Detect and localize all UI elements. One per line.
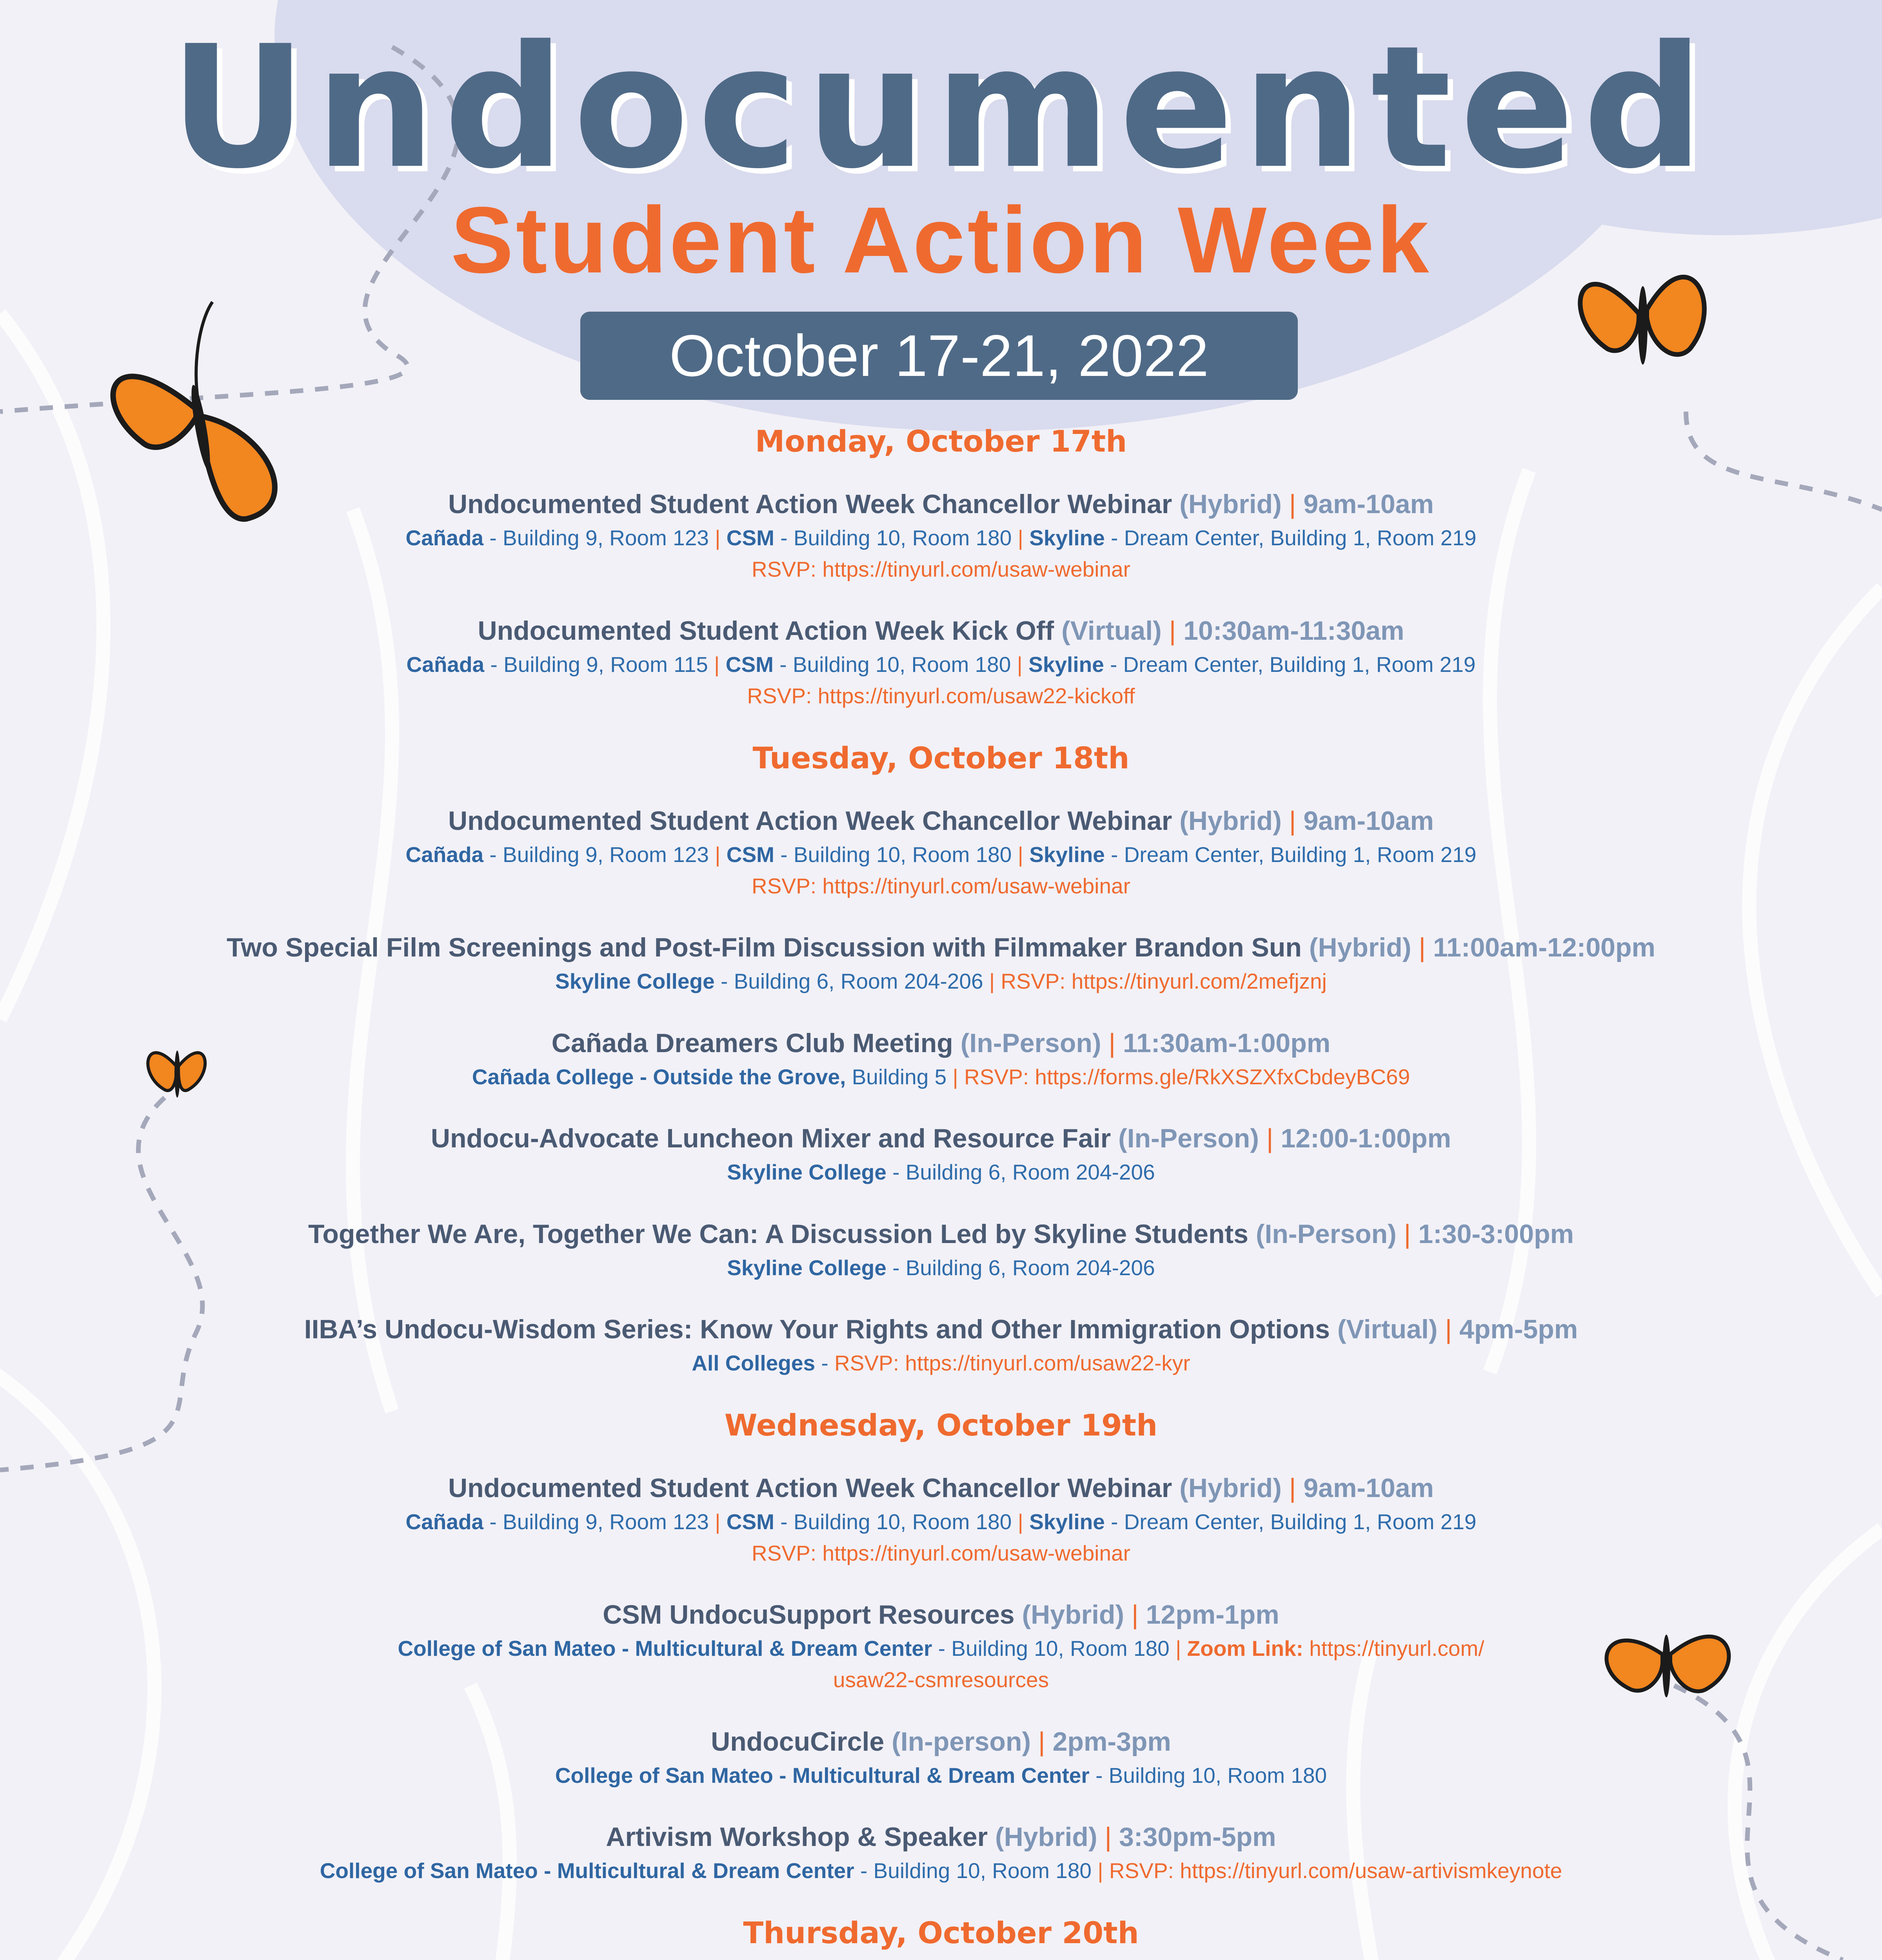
event-detail-text: Skyline bbox=[1023, 525, 1105, 550]
event-detail-text: CSM bbox=[719, 652, 774, 677]
event-detail-text: CSM bbox=[720, 1509, 774, 1534]
event-detail-text: College of San Mateo - Multicultural & Dream Center bbox=[320, 1858, 854, 1883]
event-meta: | bbox=[1161, 616, 1184, 646]
event-details bbox=[59, 1062, 1823, 1093]
event-detail-text: | bbox=[715, 842, 721, 867]
event-link[interactable]: usaw22-csmresources bbox=[833, 1668, 1049, 1692]
event-meta: | bbox=[1281, 489, 1304, 519]
event-detail-text: - Building 9, Room 123 bbox=[483, 1509, 715, 1534]
event-details bbox=[59, 966, 1823, 997]
event-meta: | bbox=[1031, 1726, 1053, 1757]
event-detail-text: RSVP: bbox=[1103, 1858, 1174, 1883]
event-detail-text: Skyline bbox=[1023, 1509, 1105, 1534]
event-title bbox=[59, 1312, 1823, 1348]
event-detail-text: CSM bbox=[720, 842, 774, 867]
event-name: Two Special Film Screenings and Post-Film Discussion with Filmmaker Brandon Sun bbox=[227, 933, 1302, 963]
event-title bbox=[59, 1597, 1823, 1633]
event-name: Undocumented Student Action Week Chancellor Webinar bbox=[448, 1473, 1172, 1503]
event-name: Undocumented Student Action Week Kick Off bbox=[478, 616, 1054, 646]
event-meta: 11:30am-1:00pm bbox=[1123, 1028, 1331, 1058]
event-name: Artivism Workshop & Speaker bbox=[606, 1822, 988, 1852]
event-details bbox=[59, 1348, 1823, 1379]
event-details bbox=[59, 839, 1823, 871]
event-detail-text: | bbox=[1097, 1858, 1103, 1883]
event-link[interactable]: https://tinyurl.com/usaw22-kyr bbox=[899, 1351, 1190, 1376]
event-meta: (Virtual) bbox=[1330, 1314, 1438, 1345]
day-heading-monday: Monday, October 17th bbox=[755, 424, 1127, 459]
event-name: IIBA’s Undocu-Wisdom Series: Know Your Rights and Other Immigration Options bbox=[304, 1314, 1330, 1345]
event-detail-text: - Building 6, Room 204-206 bbox=[886, 1160, 1155, 1185]
event-detail-text: Skyline bbox=[1023, 842, 1105, 867]
event-item bbox=[59, 803, 1823, 902]
event-name: UndocuCircle bbox=[711, 1726, 885, 1757]
event-item bbox=[59, 613, 1823, 711]
event-name: Undocumented Student Action Week Chancellor Webinar bbox=[448, 489, 1172, 519]
event-details bbox=[59, 1633, 1823, 1664]
event-detail-text: Skyline College bbox=[555, 969, 715, 994]
event-detail-text: - Dream Center, Building 1, Room 219 bbox=[1104, 1509, 1477, 1534]
event-detail-text: Cañada College - Outside the Grove, bbox=[472, 1064, 846, 1089]
event-meta: | bbox=[1437, 1314, 1460, 1345]
event-details bbox=[59, 871, 1823, 902]
event-detail-text: - Dream Center, Building 1, Room 219 bbox=[1104, 652, 1476, 677]
event-name: Cañada Dreamers Club Meeting bbox=[551, 1028, 953, 1058]
event-detail-text: - Building 9, Room 115 bbox=[484, 652, 714, 677]
event-detail-text: - Dream Center, Building 1, Room 219 bbox=[1104, 842, 1477, 867]
event-detail-text: Cañada bbox=[405, 842, 484, 867]
event-item bbox=[59, 1724, 1823, 1791]
event-detail-text: College of San Mateo - Multicultural & Dream Center bbox=[398, 1636, 932, 1661]
event-detail-text: RSVP: bbox=[752, 557, 823, 581]
event-meta: | bbox=[1411, 933, 1433, 963]
event-item bbox=[59, 1216, 1823, 1284]
event-item bbox=[59, 486, 1823, 585]
event-details bbox=[59, 1855, 1823, 1887]
event-title bbox=[59, 1819, 1823, 1855]
event-detail-text: Building 5 bbox=[846, 1064, 953, 1089]
event-title bbox=[59, 613, 1823, 649]
event-detail-text: - Building 9, Room 123 bbox=[483, 842, 715, 867]
event-details bbox=[59, 1664, 1823, 1696]
event-detail-text: Skyline bbox=[1022, 652, 1104, 677]
event-link[interactable]: https://tinyurl.com/usaw-webinar bbox=[822, 873, 1130, 898]
event-meta: 1:30-3:00pm bbox=[1418, 1219, 1574, 1249]
day-heading-wednesday: Wednesday, October 19th bbox=[724, 1408, 1158, 1443]
event-title bbox=[59, 1724, 1823, 1760]
event-details bbox=[59, 1538, 1823, 1569]
event-detail-text: All Colleges bbox=[692, 1351, 816, 1376]
event-name: Undocu-Advocate Luncheon Mixer and Resource Fair bbox=[431, 1123, 1111, 1154]
event-meta: (Hybrid) bbox=[1172, 489, 1282, 519]
event-title bbox=[59, 803, 1823, 839]
event-detail-text: CSM bbox=[720, 525, 774, 550]
event-detail-text: - Building 10, Room 180 bbox=[774, 525, 1018, 550]
event-detail-text: Zoom Link: bbox=[1181, 1636, 1303, 1661]
event-detail-text: | bbox=[1175, 1636, 1181, 1661]
event-meta: 12:00-1:00pm bbox=[1281, 1123, 1451, 1154]
event-meta: 3:30pm-5pm bbox=[1119, 1822, 1276, 1852]
event-title bbox=[59, 486, 1823, 523]
event-meta: | bbox=[1281, 1473, 1304, 1503]
event-detail-text: RSVP: bbox=[958, 1064, 1029, 1089]
event-meta: (In-Person) bbox=[1111, 1123, 1259, 1154]
event-meta: (In-Person) bbox=[953, 1028, 1101, 1058]
event-detail-text: - Building 10, Room 180 bbox=[774, 1509, 1018, 1534]
event-detail-text: - Building 10, Room 180 bbox=[854, 1858, 1098, 1883]
event-detail-text: RSVP: bbox=[834, 1351, 899, 1376]
event-meta: (Hybrid) bbox=[1172, 806, 1282, 836]
event-link[interactable]: https://tinyurl.com/usaw22-kickoff bbox=[817, 684, 1135, 708]
event-details bbox=[59, 523, 1823, 554]
event-name: Together We Are, Together We Can: A Discussion Led by Skyline Students bbox=[308, 1219, 1248, 1249]
event-meta: 9am-10am bbox=[1303, 806, 1434, 836]
event-detail-text: | bbox=[1017, 525, 1023, 550]
event-meta: | bbox=[1097, 1822, 1119, 1852]
event-detail-text: Cañada bbox=[406, 652, 485, 677]
event-detail-text: RSVP: bbox=[995, 969, 1066, 994]
poster-subtitle: Student Action Week bbox=[451, 187, 1431, 292]
event-meta: 10:30am-11:30am bbox=[1183, 616, 1404, 646]
event-meta: (Hybrid) bbox=[1014, 1600, 1124, 1630]
event-title bbox=[59, 1216, 1823, 1252]
event-detail-text: - Building 6, Room 204-206 bbox=[886, 1255, 1155, 1280]
event-detail-text: Cañada bbox=[405, 525, 484, 550]
event-detail-text: Skyline College bbox=[727, 1160, 887, 1185]
event-detail-text: | bbox=[1017, 652, 1023, 677]
event-meta: 9am-10am bbox=[1303, 489, 1434, 519]
event-item bbox=[59, 1819, 1823, 1887]
day-heading-thursday: Thursday, October 20th bbox=[743, 1915, 1139, 1950]
event-detail-text: - Building 9, Room 123 bbox=[483, 525, 715, 550]
event-meta: (Hybrid) bbox=[988, 1822, 1097, 1852]
event-detail-text: - Building 10, Room 180 bbox=[932, 1636, 1176, 1661]
event-details bbox=[59, 681, 1823, 712]
event-meta: (In-Person) bbox=[1248, 1219, 1397, 1249]
event-item bbox=[59, 1312, 1823, 1379]
event-detail-text: | bbox=[715, 525, 721, 550]
event-item bbox=[59, 1597, 1823, 1695]
event-title bbox=[59, 1025, 1823, 1062]
event-detail-text: | bbox=[952, 1064, 958, 1089]
event-meta: | bbox=[1124, 1600, 1146, 1630]
day-heading-tuesday: Tuesday, October 18th bbox=[752, 740, 1130, 775]
event-meta: (Hybrid) bbox=[1301, 933, 1412, 963]
event-detail-text: | bbox=[714, 652, 720, 677]
event-item bbox=[59, 1025, 1823, 1093]
poster-title: Undocumented bbox=[169, 10, 1713, 206]
event-link[interactable]: https://tinyurl.com/usaw-webinar bbox=[822, 557, 1130, 581]
event-detail-text: | bbox=[715, 1509, 721, 1534]
event-date-banner: October 17-21, 2022 bbox=[580, 312, 1298, 400]
event-link[interactable]: https://forms.gle/RkXSZXfxCbdeyBC69 bbox=[1029, 1064, 1410, 1089]
event-detail-text: - Building 10, Room 180 bbox=[773, 652, 1017, 677]
event-meta: 2pm-3pm bbox=[1052, 1726, 1171, 1757]
event-detail-text: - Building 10, Room 180 bbox=[1089, 1763, 1327, 1788]
event-item bbox=[59, 1121, 1823, 1188]
event-name: Undocumented Student Action Week Chancellor Webinar bbox=[448, 806, 1172, 836]
event-meta: | bbox=[1396, 1219, 1419, 1249]
event-detail-text: RSVP: bbox=[752, 873, 823, 898]
event-detail-text: - Building 6, Room 204-206 bbox=[714, 969, 989, 994]
event-schedule bbox=[59, 416, 1823, 1960]
event-detail-text: - Dream Center, Building 1, Room 219 bbox=[1104, 525, 1477, 550]
event-detail-text: Skyline College bbox=[727, 1255, 887, 1280]
event-meta: | bbox=[1281, 806, 1304, 836]
event-link[interactable]: https://tinyurl.com/usaw-webinar bbox=[822, 1541, 1130, 1565]
event-item bbox=[59, 1470, 1823, 1569]
event-detail-text: - Building 10, Room 180 bbox=[774, 842, 1018, 867]
event-details bbox=[59, 1506, 1823, 1538]
event-detail-text: | bbox=[1017, 842, 1023, 867]
event-detail-text: | bbox=[989, 969, 995, 994]
event-meta: (Virtual) bbox=[1054, 616, 1162, 646]
event-link[interactable]: https://tinyurl.com/ bbox=[1303, 1636, 1484, 1661]
event-name: CSM UndocuSupport Resources bbox=[603, 1600, 1015, 1630]
event-detail-text: Cañada bbox=[405, 1509, 484, 1534]
event-details bbox=[59, 649, 1823, 681]
event-meta: 9am-10am bbox=[1303, 1473, 1434, 1503]
event-meta: 12pm-1pm bbox=[1146, 1600, 1279, 1630]
event-item bbox=[59, 930, 1823, 997]
event-meta: 11:00am-12:00pm bbox=[1433, 933, 1655, 963]
event-details bbox=[59, 1760, 1823, 1791]
event-detail-text: College of San Mateo - Multicultural & Dream Center bbox=[555, 1763, 1090, 1788]
event-title bbox=[59, 1470, 1823, 1506]
event-link[interactable]: https://tinyurl.com/2mefjznj bbox=[1065, 969, 1327, 994]
event-meta: (In-person) bbox=[884, 1726, 1031, 1757]
event-meta: 4pm-5pm bbox=[1459, 1314, 1578, 1345]
event-meta: | bbox=[1259, 1123, 1281, 1154]
event-details bbox=[59, 1157, 1823, 1188]
event-detail-text: | bbox=[1017, 1509, 1023, 1534]
event-details bbox=[59, 554, 1823, 585]
event-detail-text: RSVP: bbox=[747, 684, 818, 708]
event-details bbox=[59, 1252, 1823, 1284]
event-detail-text: RSVP: bbox=[752, 1541, 823, 1565]
event-link[interactable]: https://tinyurl.com/usaw-artivismkeynote bbox=[1174, 1858, 1562, 1883]
event-title bbox=[59, 930, 1823, 966]
event-meta: (Hybrid) bbox=[1172, 1473, 1282, 1503]
event-title bbox=[59, 1121, 1823, 1157]
event-meta: | bbox=[1101, 1028, 1123, 1058]
event-detail-text: - bbox=[815, 1351, 834, 1376]
